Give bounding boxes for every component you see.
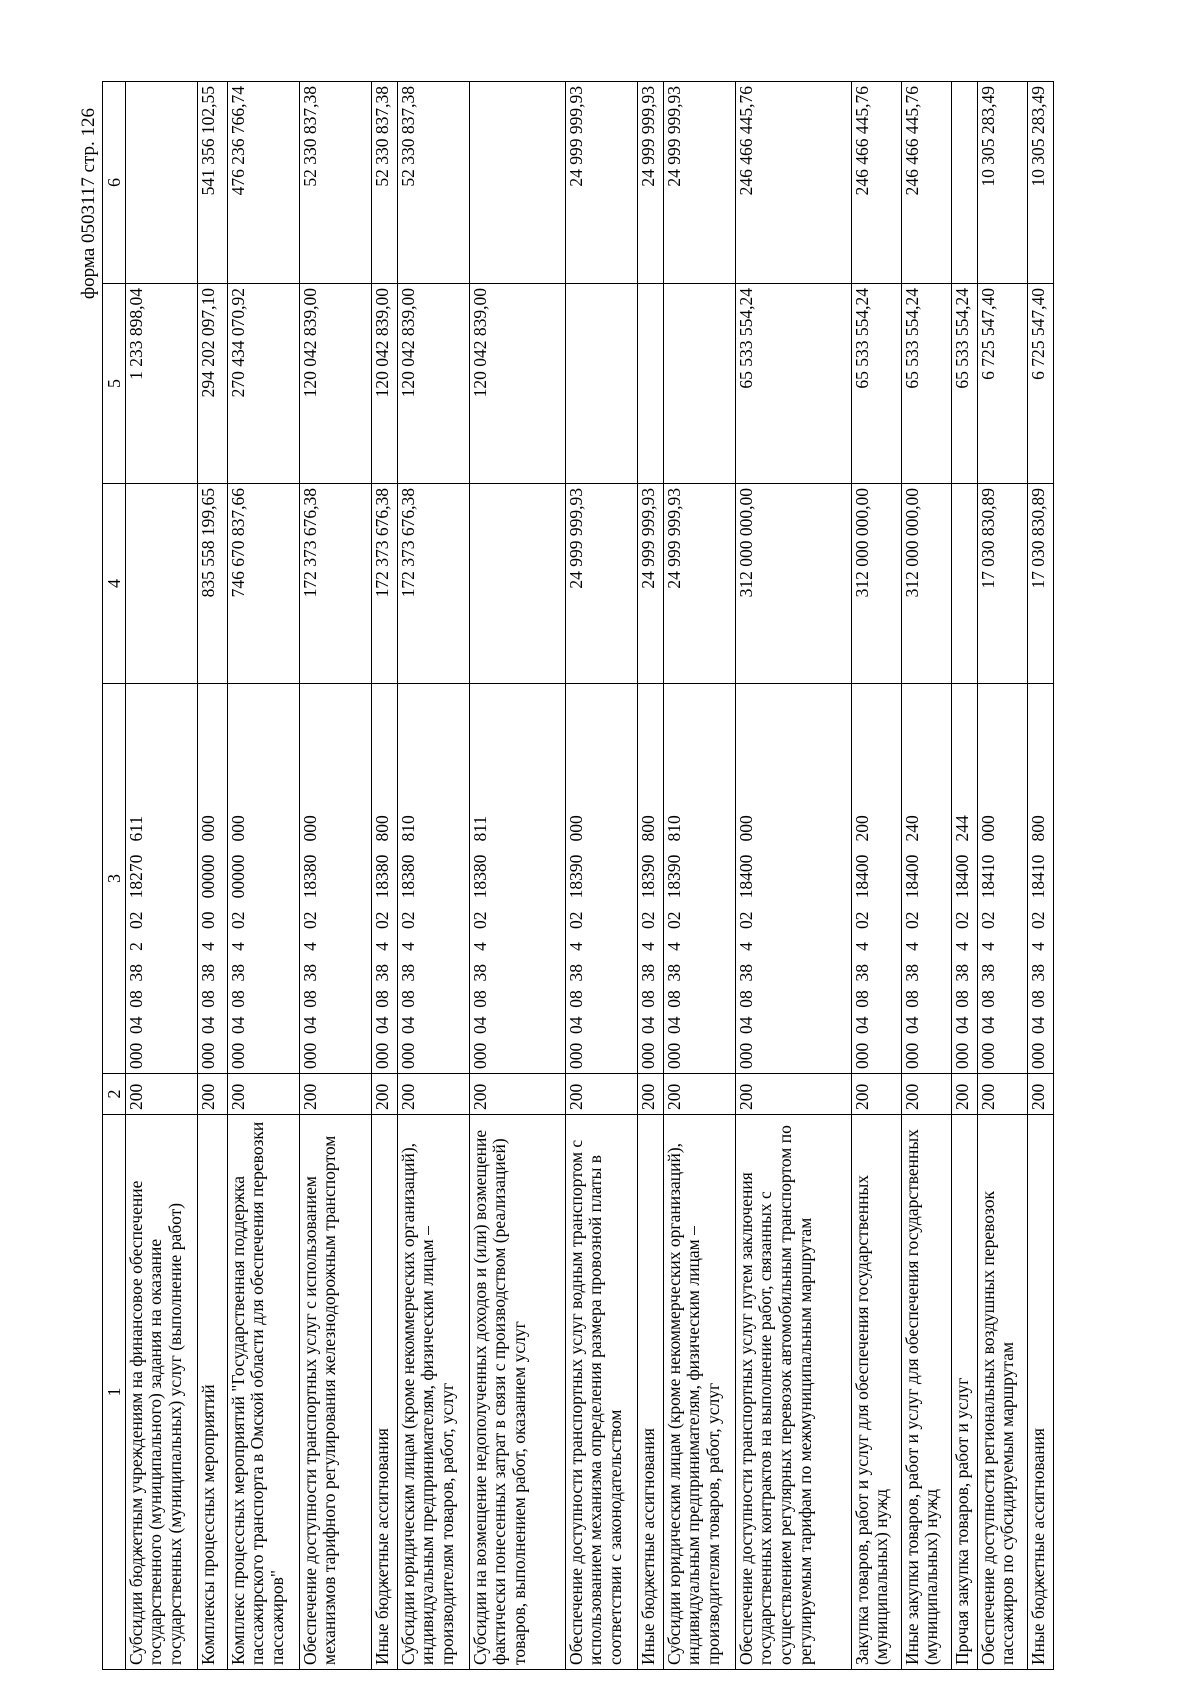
assigned-amount-cell: 835 558 199,65 — [197, 484, 227, 684]
row-name-cell: Обеспечение доступности региональных воздушных перевозок пассажиров по субсидируемым маршрутам — [977, 1115, 1027, 1670]
row-code-cell: 200 — [851, 1074, 901, 1115]
assigned-amount-cell: 17 030 830,89 — [977, 484, 1027, 684]
unexecuted-amount-cell: 52 330 837,38 — [397, 82, 469, 284]
row-kbk-cell: 000 04 08 38 4 02 18400 200 — [851, 684, 901, 1074]
assigned-amount-cell: 17 030 830,89 — [1027, 484, 1053, 684]
row-kbk-cell: 000 04 08 38 4 02 18400 240 — [901, 684, 951, 1074]
unexecuted-amount-cell: 52 330 837,38 — [371, 82, 397, 284]
table-row — [197, 82, 227, 1670]
row-kbk-cell: 000 04 08 38 4 02 18380 800 — [371, 684, 397, 1074]
assigned-amount-cell: 172 373 676,38 — [371, 484, 397, 684]
unexecuted-amount-cell: 10 305 283,49 — [977, 82, 1027, 284]
row-kbk-cell: 000 04 08 38 4 02 18400 000 — [735, 684, 851, 1074]
row-name-cell: Субсидии юридическим лицам (кроме некоммерческих организаций), индивидуальным предпринимателям, физическим лицам – производителям товаров, работ, услуг — [663, 1115, 735, 1670]
row-name-cell: Обеспечение доступности транспортных услуг с использованием механизмов тарифного регулирования железнодорожным транспортом — [299, 1115, 371, 1670]
row-name-cell: Иные бюджетные ассигнования — [637, 1115, 663, 1670]
row-name-cell: Субсидии бюджетным учреждениям на финансовое обеспечение государственного (муниципального) задания на оказание государственных (муниципальных) услуг (выполнение работ) — [125, 1115, 197, 1670]
executed-amount-cell: 120 042 839,00 — [371, 284, 397, 484]
row-code-cell: 200 — [397, 1074, 469, 1115]
table-row — [397, 82, 469, 1670]
table-row — [901, 82, 951, 1670]
row-code-cell: 200 — [663, 1074, 735, 1115]
row-name-cell: Прочая закупка товаров, работ и услуг — [951, 1115, 977, 1670]
unexecuted-amount-cell: 24 999 999,93 — [663, 82, 735, 284]
row-name-cell: Иные закупки товаров, работ и услуг для обеспечения государственных (муниципальных) нужд — [901, 1115, 951, 1670]
table-row — [371, 82, 397, 1670]
executed-amount-cell: 65 533 554,24 — [901, 284, 951, 484]
row-kbk-cell: 000 04 08 38 4 02 18390 810 — [663, 684, 735, 1074]
table-row — [951, 82, 977, 1670]
unexecuted-amount-cell: 246 466 445,76 — [901, 82, 951, 284]
assigned-amount-cell: 746 670 837,66 — [227, 484, 299, 684]
row-name-cell: Иные бюджетные ассигнования — [1027, 1115, 1053, 1670]
column-header: 1 — [103, 1115, 126, 1670]
assigned-amount-cell: 24 999 999,93 — [637, 484, 663, 684]
row-code-cell: 200 — [901, 1074, 951, 1115]
executed-amount-cell — [565, 284, 637, 484]
assigned-amount-cell: 24 999 999,93 — [565, 484, 637, 684]
row-kbk-cell: 000 04 08 38 4 02 18380 810 — [397, 684, 469, 1074]
row-code-cell: 200 — [371, 1074, 397, 1115]
executed-amount-cell: 65 533 554,24 — [735, 284, 851, 484]
assigned-amount-cell: 172 373 676,38 — [299, 484, 371, 684]
row-kbk-cell: 000 04 08 38 4 02 18380 811 — [469, 684, 565, 1074]
table-row — [227, 82, 299, 1670]
column-header: 4 — [103, 484, 126, 684]
report-body — [125, 82, 1053, 1670]
table-row — [1027, 82, 1053, 1670]
executed-amount-cell: 120 042 839,00 — [299, 284, 371, 484]
row-code-cell: 200 — [637, 1074, 663, 1115]
unexecuted-amount-cell: 24 999 999,93 — [565, 82, 637, 284]
report-table — [102, 81, 1054, 1670]
assigned-amount-cell — [469, 484, 565, 684]
unexecuted-amount-cell — [125, 82, 197, 284]
row-code-cell: 200 — [977, 1074, 1027, 1115]
row-code-cell: 200 — [565, 1074, 637, 1115]
row-name-cell: Комплексы процессных мероприятий — [197, 1115, 227, 1670]
row-name-cell: Закупка товаров, работ и услуг для обеспечения государственных (муниципальных) нужд — [851, 1115, 901, 1670]
unexecuted-amount-cell: 10 305 283,49 — [1027, 82, 1053, 284]
table-row — [469, 82, 565, 1670]
assigned-amount-cell: 312 000 000,00 — [735, 484, 851, 684]
assigned-amount-cell — [951, 484, 977, 684]
column-header: 6 — [103, 82, 126, 284]
row-kbk-cell: 000 04 08 38 4 02 18380 000 — [299, 684, 371, 1074]
executed-amount-cell: 65 533 554,24 — [951, 284, 977, 484]
executed-amount-cell: 294 202 097,10 — [197, 284, 227, 484]
table-row — [299, 82, 371, 1670]
executed-amount-cell: 6 725 547,40 — [1027, 284, 1053, 484]
assigned-amount-cell: 24 999 999,93 — [663, 484, 735, 684]
unexecuted-amount-cell: 476 236 766,74 — [227, 82, 299, 284]
unexecuted-amount-cell: 246 466 445,76 — [851, 82, 901, 284]
table-row — [663, 82, 735, 1670]
row-code-cell: 200 — [735, 1074, 851, 1115]
table-row — [637, 82, 663, 1670]
row-kbk-cell: 000 04 08 38 4 02 00000 000 — [227, 684, 299, 1074]
table-row — [735, 82, 851, 1670]
executed-amount-cell — [663, 284, 735, 484]
unexecuted-amount-cell — [469, 82, 565, 284]
assigned-amount-cell: 312 000 000,00 — [901, 484, 951, 684]
rotated-sheet — [60, 60, 1200, 1670]
unexecuted-amount-cell: 52 330 837,38 — [299, 82, 371, 284]
row-code-cell: 200 — [299, 1074, 371, 1115]
row-kbk-cell: 000 04 08 38 4 02 18410 000 — [977, 684, 1027, 1074]
executed-amount-cell: 120 042 839,00 — [469, 284, 565, 484]
executed-amount-cell: 1 233 898,04 — [125, 284, 197, 484]
form-title: форма 0503117 стр. 126 — [78, 108, 99, 300]
table-row — [977, 82, 1027, 1670]
row-code-cell: 200 — [1027, 1074, 1053, 1115]
header-row — [103, 82, 126, 1670]
row-kbk-cell: 000 04 08 38 4 02 18390 000 — [565, 684, 637, 1074]
row-code-cell: 200 — [197, 1074, 227, 1115]
assigned-amount-cell — [125, 484, 197, 684]
unexecuted-amount-cell: 24 999 999,93 — [637, 82, 663, 284]
row-code-cell: 200 — [469, 1074, 565, 1115]
unexecuted-amount-cell — [951, 82, 977, 284]
row-name-cell: Субсидии на возмещение недополученных доходов и (или) возмещение фактически понесенных затрат в связи с производством (реализацией) товаров, выполнением работ, оказанием услуг — [469, 1115, 565, 1670]
unexecuted-amount-cell: 541 356 102,55 — [197, 82, 227, 284]
row-kbk-cell: 000 04 08 38 4 02 18390 800 — [637, 684, 663, 1074]
executed-amount-cell: 6 725 547,40 — [977, 284, 1027, 484]
table-row — [851, 82, 901, 1670]
assigned-amount-cell: 172 373 676,38 — [397, 484, 469, 684]
executed-amount-cell: 120 042 839,00 — [397, 284, 469, 484]
row-code-cell: 200 — [227, 1074, 299, 1115]
table-row — [125, 82, 197, 1670]
row-kbk-cell: 000 04 08 38 2 02 18270 611 — [125, 684, 197, 1074]
unexecuted-amount-cell: 246 466 445,76 — [735, 82, 851, 284]
row-name-cell: Субсидии юридическим лицам (кроме некоммерческих организаций), индивидуальным предпринимателям, физическим лицам – производителям товаров, работ, услуг — [397, 1115, 469, 1670]
row-kbk-cell: 000 04 08 38 4 02 18410 800 — [1027, 684, 1053, 1074]
row-code-cell: 200 — [951, 1074, 977, 1115]
executed-amount-cell — [637, 284, 663, 484]
row-name-cell: Иные бюджетные ассигнования — [371, 1115, 397, 1670]
row-name-cell: Комплекс процессных мероприятий "Государственная поддержка пассажирского транспорта в Омской области для обеспечения перевозки пассажиров" — [227, 1115, 299, 1670]
row-kbk-cell: 000 04 08 38 4 02 18400 244 — [951, 684, 977, 1074]
executed-amount-cell: 270 434 070,92 — [227, 284, 299, 484]
row-code-cell: 200 — [125, 1074, 197, 1115]
executed-amount-cell: 65 533 554,24 — [851, 284, 901, 484]
assigned-amount-cell: 312 000 000,00 — [851, 484, 901, 684]
column-header: 2 — [103, 1074, 126, 1115]
table-row — [565, 82, 637, 1670]
column-header: 5 — [103, 284, 126, 484]
row-kbk-cell: 000 04 08 38 4 00 00000 000 — [197, 684, 227, 1074]
row-name-cell: Обеспечение доступности транспортных услуг водным транспортом с использованием механизма определения размера провозной платы в соответствии с законодательством — [565, 1115, 637, 1670]
row-name-cell: Обеспечение доступности транспортных услуг путем заключения государственных контрактов на выполнение работ, связанных с осуществлением регулярных перевозок автомобильным транспортом по регулируемым тарифам по межмуниципальным маршрутам — [735, 1115, 851, 1670]
column-header: 3 — [103, 684, 126, 1074]
